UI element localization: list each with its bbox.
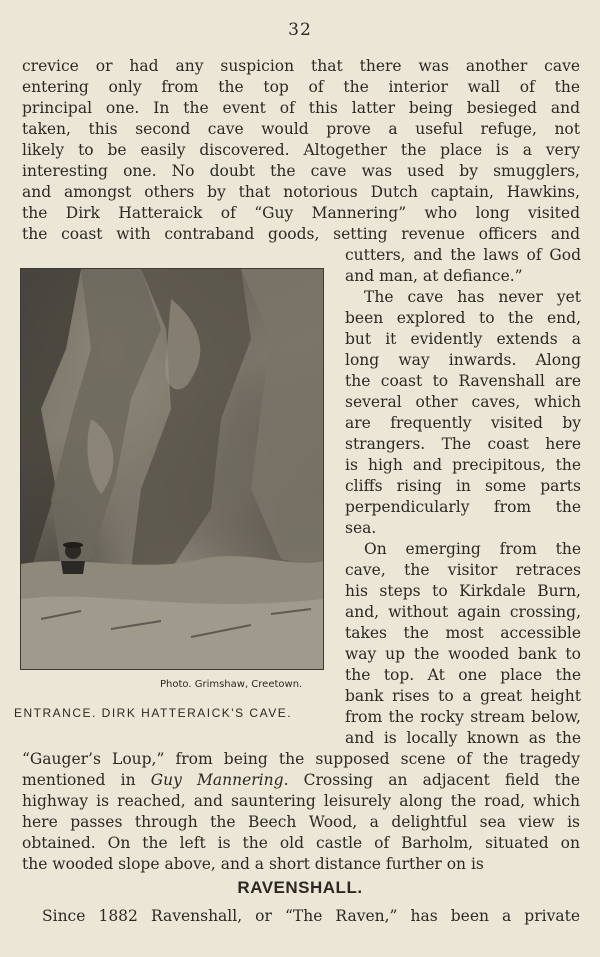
body-line: perpendicularly from the (345, 498, 581, 516)
body-line: is high and precipitous, the (345, 456, 581, 474)
body-line: strangers. The coast here (345, 435, 581, 453)
body-line: and is locally known as the (345, 729, 581, 747)
body-line: but it evidently extends a (345, 330, 581, 348)
page-number: 32 (288, 20, 312, 40)
body-line: the top. At one place the (345, 666, 581, 684)
body-line: here passes through the Beech Wood, a delightful sea view is (22, 813, 580, 831)
body-line: been explored to the end, (345, 309, 581, 327)
body-line: cliffs rising in some parts (345, 477, 581, 495)
body-line: The cave has never yet (364, 288, 581, 306)
body-line: are frequently visited by (345, 414, 581, 432)
body-line: highway is reached, and sauntering leisurely along the road, which (22, 792, 580, 810)
body-line: and man, at defiance.” (345, 267, 523, 285)
body-line: likely to be easily discovered. Altogether the place is a very (22, 141, 580, 159)
body-line: cutters, and the laws of God (345, 246, 581, 264)
body-line: On emerging from the (364, 540, 581, 558)
body-line: the coast with contraband goods, setting revenue officers and (22, 225, 580, 243)
body-line: cave, the visitor retraces (345, 561, 581, 579)
body-line: the wooded slope above, and a short distance further on is (22, 855, 484, 873)
body-line: and, without again crossing, (345, 603, 581, 621)
body-line: bank rises to a great height (345, 687, 581, 705)
body-line: principal one. In the event of this latter being besieged and (22, 99, 580, 117)
body-line: entering only from the top of the interior wall of the (22, 78, 580, 96)
photo-caption: ENTRANCE. DIRK HATTERAICK'S CAVE. (14, 706, 293, 720)
body-line: sea. (345, 519, 377, 537)
body-line: the coast to Ravenshall are (345, 372, 581, 390)
body-line: interesting one. No doubt the cave was used by smugglers, (22, 162, 580, 180)
body-line: taken, this second cave would prove a useful refuge, not (22, 120, 580, 138)
body-line: the Dirk Hatteraick of “Guy Mannering” who long visited (22, 204, 580, 222)
body-line: his steps to Kirkdale Burn, (345, 582, 581, 600)
body-line: crevice or had any suspicion that there was another cave (22, 57, 580, 75)
body-line: mentioned in Guy Mannering. Crossing an adjacent field the (22, 771, 580, 789)
cave-photograph (20, 268, 324, 670)
body-line: obtained. On the left is the old castle of Barholm, situated on (22, 834, 580, 852)
body-line: several other caves, which (345, 393, 581, 411)
body-line: and amongst others by that notorious Dutch captain, Hawkins, (22, 183, 580, 201)
body-line: takes the most accessible (345, 624, 581, 642)
section-heading: RAVENSHALL. (237, 878, 363, 897)
photo-credit: Photo. Grimshaw, Creetown. (160, 679, 303, 690)
body-line: long way inwards. Along (345, 351, 581, 369)
body-line: “Gauger’s Loup,” from being the supposed scene of the tragedy (22, 750, 580, 768)
body-line: way up the wooded bank to (345, 645, 581, 663)
book-title: Guy Mannering (150, 771, 284, 789)
body-line: Since 1882 Ravenshall, or “The Raven,” has been a private (42, 907, 580, 925)
body-line: from the rocky stream below, (345, 708, 581, 726)
